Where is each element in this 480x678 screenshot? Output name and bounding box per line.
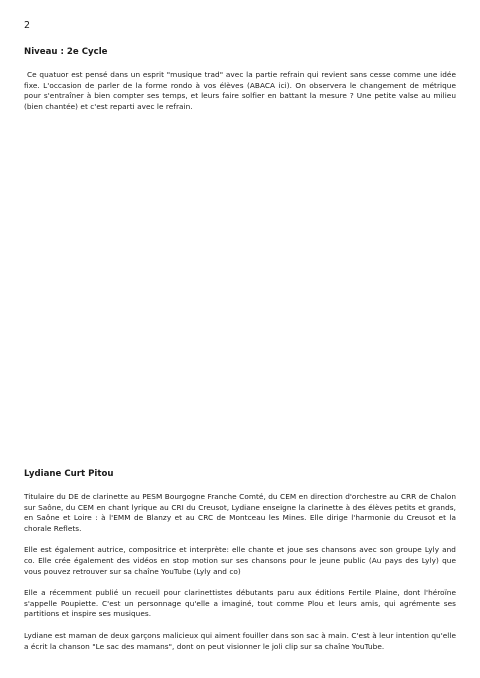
biography-section [24,469,456,663]
biography-paragraph-2: Elle est également autrice, compositrice et interprète: elle chante et joue ses chansons avec son groupe Lyly and co. Elle crée également des vidéos en stop motion sur ses chansons pour le jeune public (Au pays des Lyly) que vous pouvez retrouver sur sa chaîne YouTube (Lyly and co) [24,545,456,576]
niveau-section [24,47,456,123]
biography-heading: Lydiane Curt Pitou [24,469,114,479]
biography-paragraph-3: Elle a récemment publié un recueil pour clarinettistes débutants paru aux éditions Fertile Plaine, dont l'héroïne s'appelle Poupiette. C'est un personnage qu'elle a imaginé, tout comme Plou et leurs amis, qui agrémente ses partitions et inspire ses musiques. [24,588,456,619]
niveau-description: Ce quatuor est pensé dans un esprit "musique trad" avec la partie refrain qui revient sans cesse comme une idée fixe. L'occasion de parler de la forme rondo à vos élèves (ABACA ici). On observera le changement de métrique pour s'entraîner à bien compter ses temps, et leurs faire solfier en battant la mesure ? Une petite valse au milieu (bien chantée) et c'est reparti avec le refrain. [24,70,456,111]
niveau-heading: Niveau : 2e Cycle [24,47,108,57]
biography-paragraph-4: Lydiane est maman de deux garçons malicieux qui aiment fouiller dans son sac à main. C'est à leur intention qu'elle a écrit la chanson "Le sac des mamans", dont on peut visionner le joli clip sur sa chaîne YouTube. [24,630,456,651]
page-number: 2 [24,20,31,31]
biography-paragraph-1: Titulaire du DE de clarinette au PESM Bourgogne Franche Comté, du CEM en direction d'orchestre au CRR de Chalon sur Saône, du CEM en chant lyrique au CRI du Creusot, Lydiane enseigne la clarinette à des élèves petits et grands, en Saône et Loire : à l'EMM de Blanzy et au CRC de Montceau les Mines. Elle dirige l'harmonie du Creusot et la chorale Reflets. [24,492,456,533]
